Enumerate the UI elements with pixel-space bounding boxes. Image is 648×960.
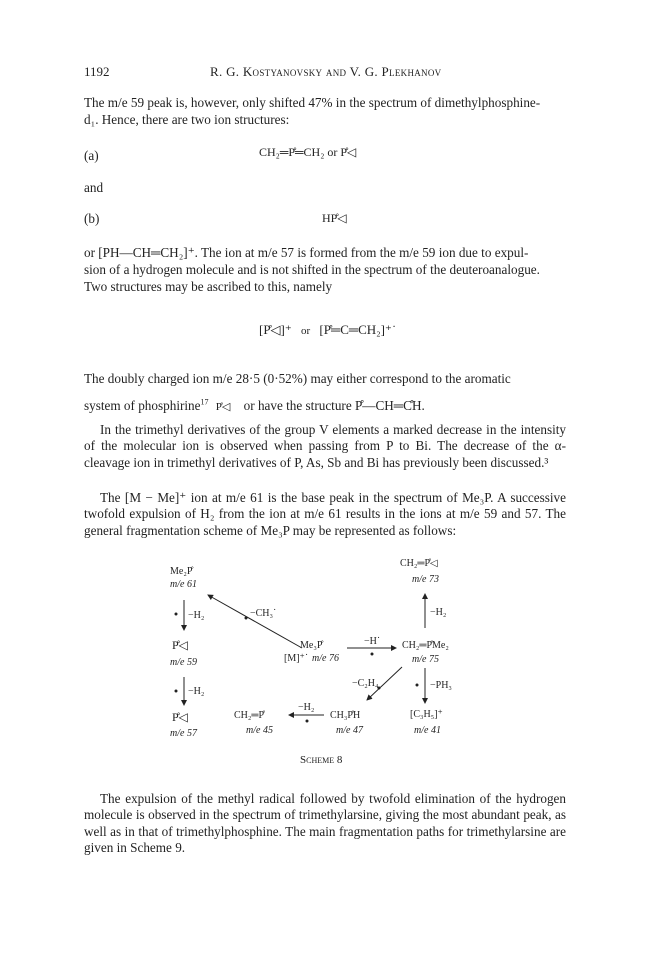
radical-dot [175, 613, 178, 616]
radical-dot [416, 684, 419, 687]
ion-ch3ph-mz: m/e 47 [336, 725, 363, 736]
namely-formula-or: or [301, 325, 311, 337]
scheme-arrows [84, 550, 566, 780]
radical-dot [306, 720, 309, 723]
para6: The expulsion of the methyl radical followed by twofold elimination of the hydrogen molecule is observed in the spectrum of trimethylarsine, giving the most abundant peak, as well as in that of trimethylphosphine. The main fragmentation paths for trimethylarsine are given in Scheme 9. [84, 791, 566, 856]
step-c2h4-loss: −C₂H₄ [352, 678, 379, 689]
ion-p59: P̊◁ [172, 638, 188, 652]
reference-17: 17 [200, 397, 209, 407]
ion-me2p: Me₂P̊ [170, 566, 193, 577]
running-header [84, 64, 566, 80]
para4: In the trimethyl derivatives of the group V elements a marked decrease in the intensity of the molecular ion is observed when passing from P to Bi. The decrease of the α-cleavage ion in trimethyl derivatives of P, As, Sb and Bi has previously been discussed.³ [84, 422, 566, 470]
ion-ch3ph: CH₃P̊H [330, 710, 361, 721]
radical-dot [175, 690, 178, 693]
ion-ch2pme2-mz: m/e 75 [412, 654, 439, 665]
para5: The [M − Me]⁺ ion at m/e 61 is the base peak in the spectrum of Me₃P. A successive twofold expulsion of H₂ from the ion at m/e 61 results in the ions at m/e 59 and 57. The general fragmentation scheme of Me₃P may be represented as follows: [84, 490, 566, 538]
namely-formula-left: [P̊◁]⁺ [259, 322, 292, 337]
scheme-caption: Scheme 8 [300, 754, 343, 766]
para3-line1: The doubly charged ion m/e 28·5 (0·52%) may either correspond to the aromatic [84, 371, 511, 386]
ion-ch2p-ring: CH₂═P̊◁ [400, 558, 438, 569]
ion-p59-mz: m/e 59 [170, 657, 197, 668]
namely-formula-right: [P̊═C═CH₂]⁺˙ [319, 322, 397, 337]
para3-line2a: system of phosphirine [84, 398, 201, 413]
scheme-8 [84, 550, 566, 780]
ion-p57: P̊◁ [172, 710, 188, 724]
ion-me3p-mz: m/e 76 [312, 653, 339, 664]
step-h2-75-73: −H₂ [430, 607, 447, 618]
step-ph3-loss: −PH₃ [430, 680, 452, 691]
phosphirine-ring: P̊◁ [215, 401, 231, 413]
structure-a-formula: CH₂═P̊═CH₂ or P̊◁ [259, 145, 357, 159]
ion-ch2p-mz: m/e 45 [246, 725, 273, 736]
ion-p57-mz: m/e 57 [170, 728, 197, 739]
step-h2-47-45: −H₂ [298, 702, 315, 713]
step-ch3-loss: −CH₃˙ [250, 608, 277, 619]
ion-ch2p-ring-mz: m/e 73 [412, 574, 439, 585]
radical-dot [371, 653, 374, 656]
para3-line2 [84, 398, 425, 414]
step-h-loss: −H˙ [364, 636, 381, 647]
ion-me2p-mz: m/e 61 [170, 579, 197, 590]
para3-line2b: or have the structure P̊—CH═C̊H. [243, 398, 425, 413]
and-text: and [84, 180, 104, 195]
page [84, 0, 566, 960]
step-h2-61-59: −H₂ [188, 610, 205, 621]
structure-b-formula: HP̊◁ [322, 211, 347, 225]
page-number: 1192 [84, 64, 110, 79]
ion-me3p-molecular: [M]⁺˙ [284, 653, 309, 664]
para1-line1: The m/e 59 peak is, however, only shifted 47% in the spectrum of dimethylphosphine- [84, 95, 541, 110]
namely-formula [259, 322, 396, 338]
radical-dot [245, 617, 248, 620]
para1-line2: d₁. Hence, there are two ion structures: [84, 112, 290, 127]
author-names: R. G. Kostyanovsky and V. G. Plekhanov [210, 64, 442, 79]
structure-b-label: (b) [84, 211, 100, 226]
ion-c3h5-mz: m/e 41 [414, 725, 441, 736]
ion-c3h5: [C₃H₅]⁺ [410, 709, 443, 720]
ion-me3p: Me₃P̊ [300, 640, 323, 651]
para2-line1: or [PH—CH═CH₂]⁺. The ion at m/e 57 is formed from the m/e 59 ion due to expul- [84, 245, 529, 260]
ion-ch2pme2: CH₂═P̊Me₂ [402, 640, 449, 651]
arrow-76-to-61 [208, 595, 302, 648]
para2-line2: sion of a hydrogen molecule and is not shifted in the spectrum of the deuteroanalogue. [84, 262, 540, 277]
structure-a-label: (a) [84, 148, 99, 163]
para2-line3: Two structures may be ascribed to this, namely [84, 279, 333, 294]
step-h2-59-57: −H₂ [188, 686, 205, 697]
ion-ch2p: CH₂═P̊ [234, 710, 265, 721]
